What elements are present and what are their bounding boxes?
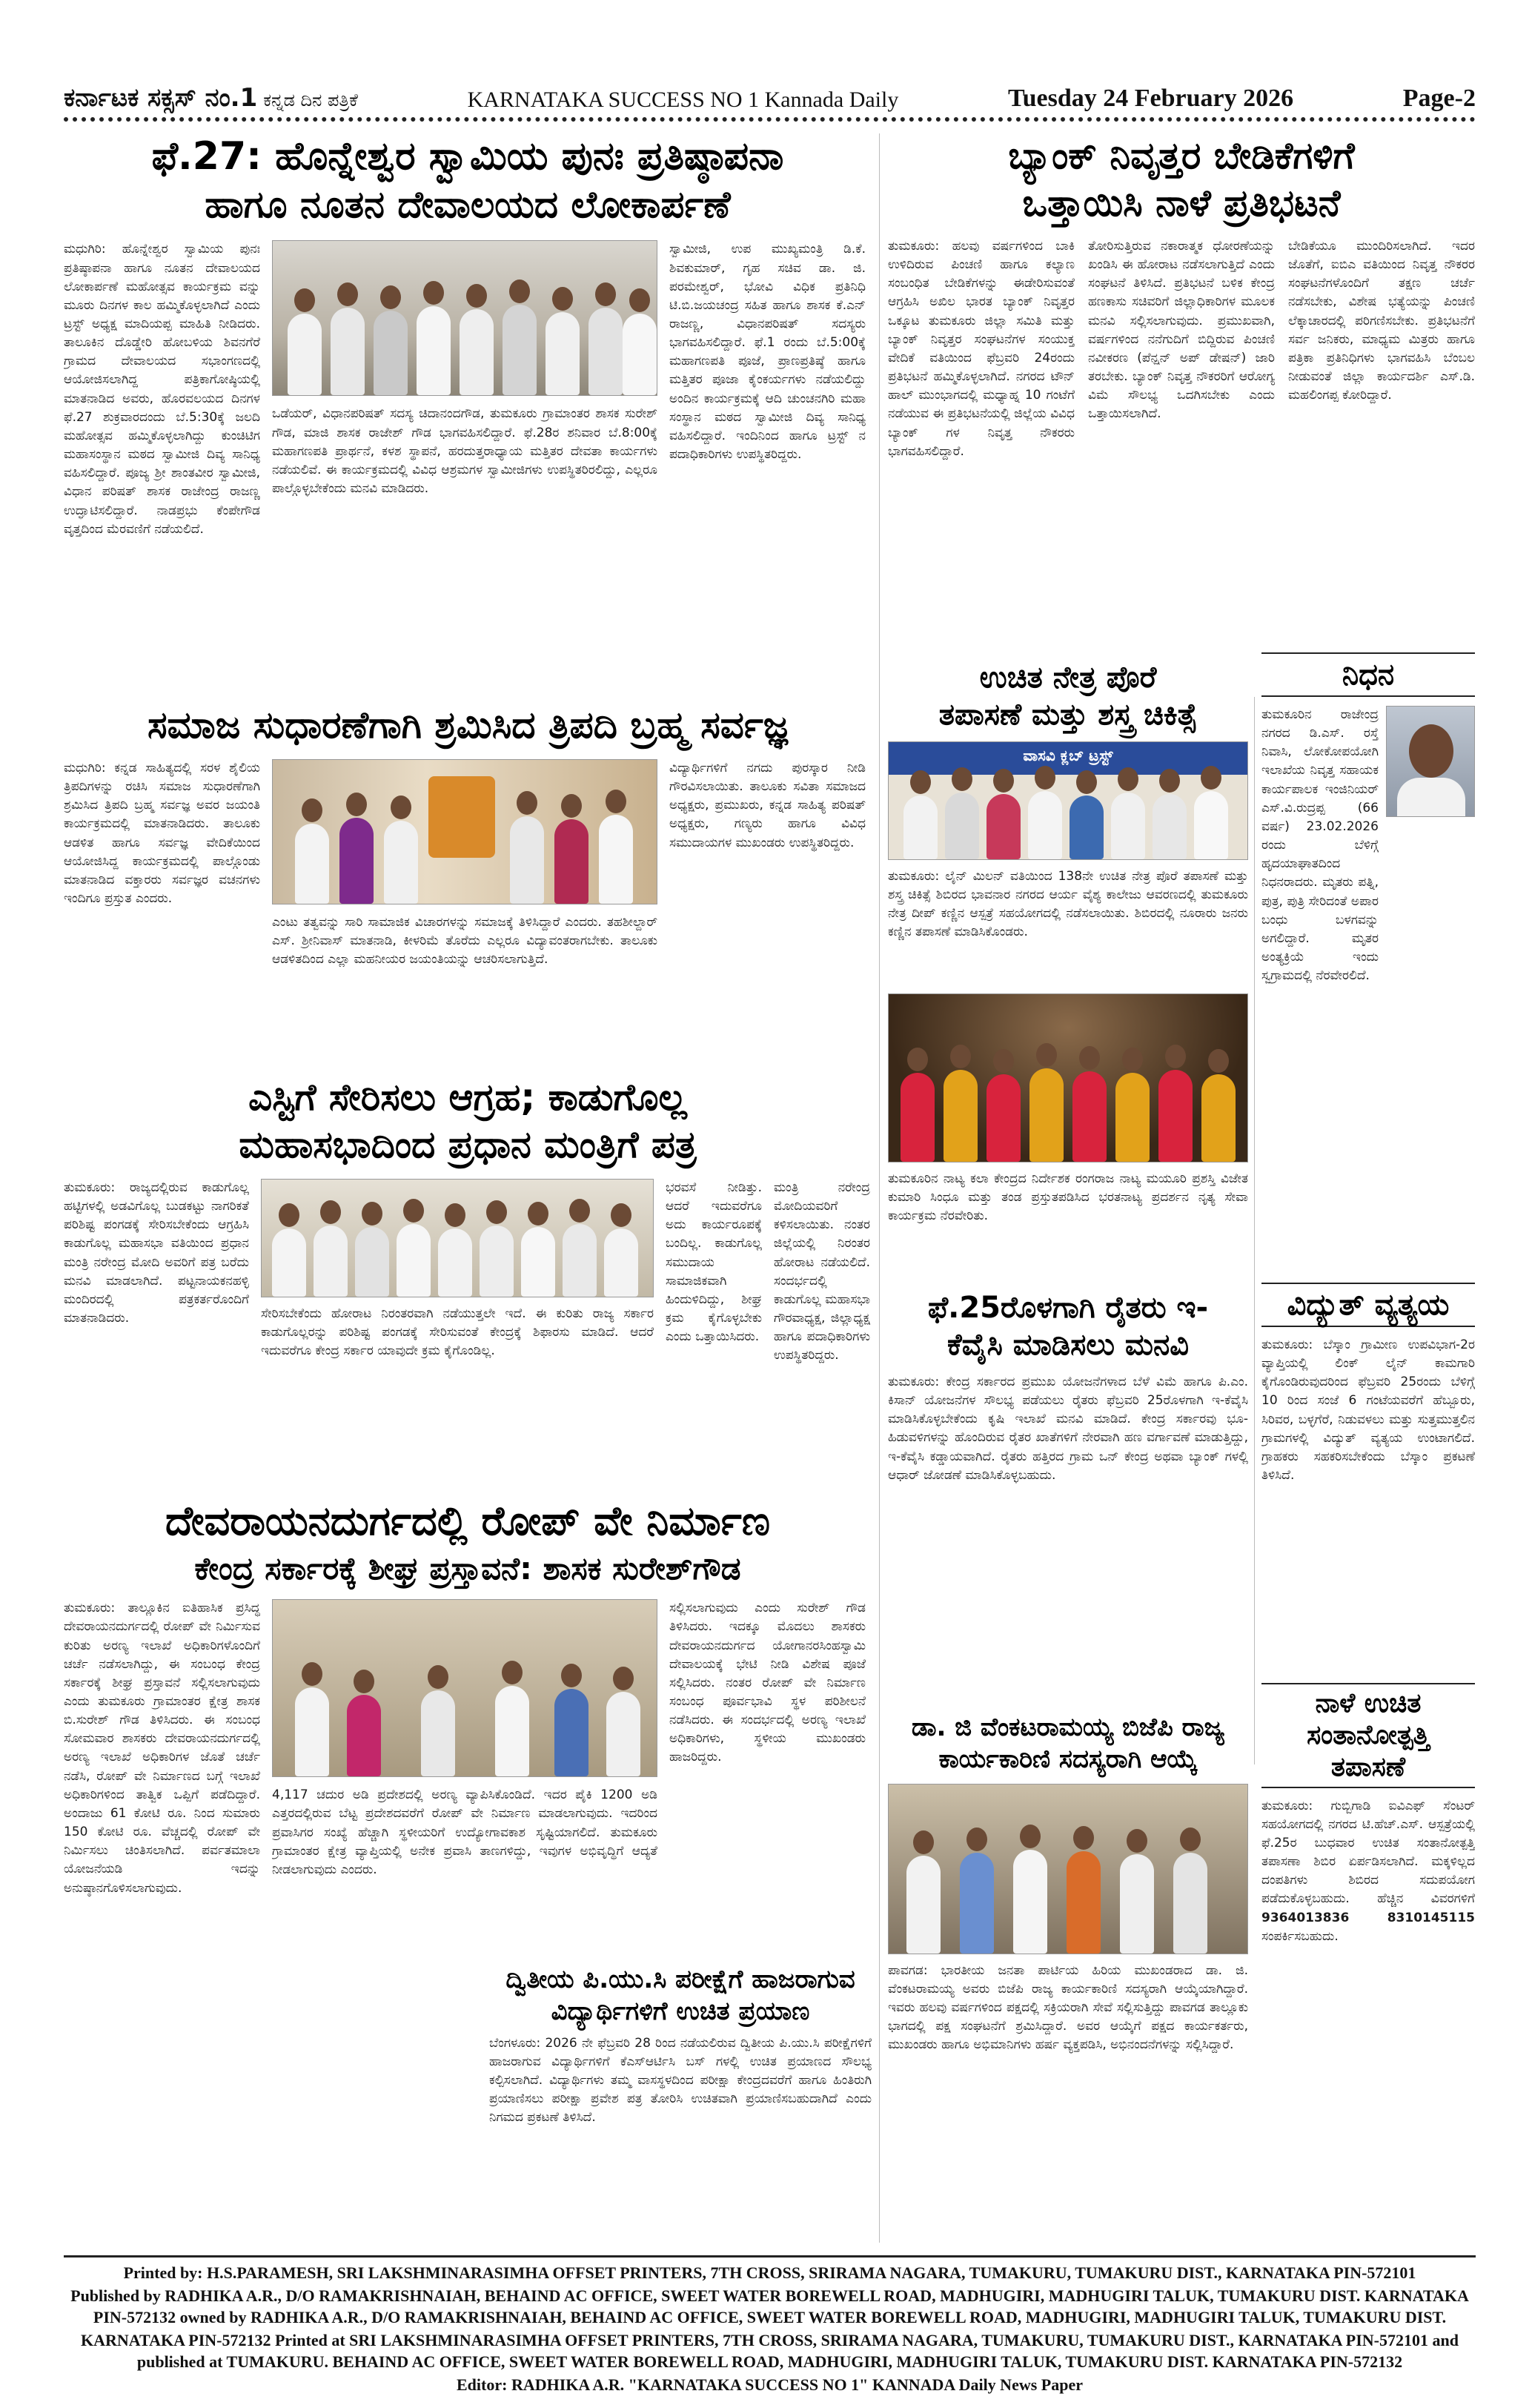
story-column: ಸೇರಿಸಬೇಕೆಂದು ಹೋರಾಟ ನಿರಂತರವಾಗಿ ನಡೆಯುತ್ತಲೇ ಇದೆ. ಈ ಕುರಿತು ರಾಜ್ಯ ಸರ್ಕಾರ ಕಾಡುಗೊಲ್ಲರನ್ನು ಪರಿಶಿಷ್ಟ ಪಂಗಡಕ್ಕೆ ಸೇರಿಸುವಂತೆ ಕೇಂದ್ರಕ್ಕೆ ಶಿಫಾರಸು ಮಾಡಿದೆ. ಆದರೆ ಇದುವರೆಗೂ ಕೇಂದ್ರ ಸರ್ಕಾರ ಯಾವುದೇ ಕ್ರಮ ಕೈಗೊಂಡಿಲ್ಲ. — [261, 1306, 654, 1359]
story-text: ತುಮಕೂರು: ಗುಬ್ಬಿಗಾಡಿ ಐವಿಎಫ್ ಸೆಂಟರ್ ಸಹಯೋಗದಲ್ಲಿ ನಗರದ ಟಿ.ಹೆಚ್.ಎಸ್. ಆಸ್ಪತ್ರೆಯಲ್ಲಿ ಫೆ.25ರ ಬುಧವಾರ ಉಚಿತ ಸಂತಾನೋತ್ಪತ್ತಿ ತಪಾಸಣಾ ಶಿಬಿರ ಏರ್ಪಡಿಸಲಾಗಿದೆ. ಮಕ್ಕಳಿಲ್ಲದ ದಂಪತಿಗಳು ಶಿಬಿರದ ಸದುಪಯೋಗ ಪಡೆದುಕೊಳ್ಳಬಹುದು. ಹೆಚ್ಚಿನ ವಿವರಗಳಿಗೆ 9364013836 8310145115 ಸಂಪರ್ಕಿಸಬಹುದು. — [1261, 1798, 1475, 1944]
story-farmers-ekyc — [888, 1290, 1248, 1705]
dance-photo — [888, 993, 1248, 1162]
story-kadugolla-st-demand — [64, 1075, 872, 1490]
banner-text: ವಾಸವಿ ಕ್ಲಬ್ ಟ್ರಸ್ಟ್ — [1023, 747, 1113, 764]
masthead-date: Tuesday 24 February 2026 — [1008, 85, 1294, 112]
phone-number: 8310145115 — [1387, 1910, 1475, 1925]
ropeway-meeting-photo — [272, 1599, 657, 1777]
story-column: ತುಮಕೂರು: ರಾಜ್ಯದಲ್ಲಿರುವ ಕಾಡುಗೊಲ್ಲ ಹಟ್ಟಿಗಳಲ್ಲಿ ಅಡವಿಗೊಲ್ಲ ಬುಡಕಟ್ಟು ನಾಗರಿಕತೆ ಪರಿಶಿಷ್ಟ ಪಂಗಡಕ್ಕೆ ಸೇರಿಸಬೇಕೆಂದು ಆಗ್ರಹಿಸಿ ಕಾಡುಗೊಲ್ಲ ಮಹಾಸಭಾ ವತಿಯಿಂದ ಪ್ರಧಾನ ಮಂತ್ರಿ ನರೇಂದ್ರ ಮೋದಿ ಅವರಿಗೆ ಪತ್ರ ಬರೆದು ಮನವಿ ಮಾಡಲಾಗಿದೆ. ಪಟ್ಟನಾಯಕನಹಳ್ಳಿ ಮಂದಿರದಲ್ಲಿ ಪತ್ರಕರ್ತರೊಂದಿಗೆ ಮಾತನಾಡಿದರು. — [64, 1180, 249, 1326]
story-subheadline: ವಿದ್ಯಾರ್ಥಿಗಳಿಗೆ ಉಚಿತ ಪ್ರಯಾಣ — [551, 1996, 810, 2026]
story-text: ತುಮಕೂರಿನ ರಾಜೇಂದ್ರ ನಗರದ ಡಿ.ಎಸ್. ರಸ್ತೆ ನಿವಾಸಿ, ಲೋಕೋಪಯೋಗಿ ಇಲಾಖೆಯ ನಿವೃತ್ತ ಸಹಾಯಕ ಕಾರ್ಯಪಾಲಕ ಇಂಜಿನಿಯರ್ ಎಸ್.ವಿ.ರುದ್ರಪ್ಪ (66 ವರ್ಷ) 23.02.2026 ರಂದು ಬೆಳಿಗ್ಗೆ ಹೃದಯಾಘಾತದಿಂದ ನಿಧನರಾದರು. ಮೃತರು ಪತ್ನಿ, ಪುತ್ರ, ಪುತ್ರಿ ಸೇರಿದಂತೆ ಅಪಾರ ಬಂಧು ಬಳಗವನ್ನು ಅಗಲಿದ್ದಾರೆ. ಮೃತರ ಅಂತ್ಯಕ್ರಿಯೆ ಇಂದು ಸ್ವಗ್ರಾಮದಲ್ಲಿ ನೆರವೇರಲಿದೆ. — [1261, 707, 1379, 984]
story-column: ಮಂತ್ರಿ ನರೇಂದ್ರ ಮೋದಿಯವರಿಗೆ ಕಳಿಸಲಾಯಿತು. ನಂತರ ಜಿಲ್ಲೆಯಲ್ಲಿ ನಿರಂತರ ಹೋರಾಟ ನಡೆಯಲಿದೆ. ಸಂದರ್ಭದಲ್ಲಿ ಕಾಡುಗೊಲ್ಲ ಮಹಾಸಭಾ ಗೌರವಾಧ್ಯಕ್ಷ, ಜಿಲ್ಲಾಧ್ಯಕ್ಷ ಹಾಗೂ ಪದಾಧಿಕಾರಿಗಳು ಉಪಸ್ಥಿತರಿದ್ದರು. — [774, 1180, 870, 1363]
jayanti-photo — [272, 759, 657, 904]
story-headline: ಡಾ. ಜಿ ವೆಂಕಟರಾಮಯ್ಯ ಬಿಜೆಪಿ ರಾಜ್ಯ — [911, 1713, 1225, 1742]
story-headline: ಬ್ಯಾಂಕ್ ನಿವೃತ್ತರ ಬೇಡಿಕೆಗಳಿಗೆ — [1008, 134, 1355, 177]
story-headline: ಫೆ.27: ಹೊನ್ನೇಶ್ವರ ಸ್ವಾಮಿಯ ಪುನಃ ಪ್ರತಿಷ್ಠಾಪನಾ — [151, 134, 784, 179]
imprint-line: KARNATAKA PIN-572132 Printed at SRI LAKSHMINARASIMHA OFFSET PRINTERS, 7TH CROSS, SRIRAMA NAGARA, TUMAKURU, TUMAKURU DIST., KARNATAKA PIN-572101 and published at TUMAKURU. BEHAIND AC OFFICE, SWEET WATER BOREWELL ROAD, MADHUGIRI, MADHUGIRI TALUK, TUMAKURU DIST. KARNATAKA PIN-572132 — [81, 2331, 1459, 2372]
story-column: ವಿದ್ಯಾರ್ಥಿಗಳಿಗೆ ನಗದು ಪುರಸ್ಕಾರ ನೀಡಿ ಗೌರವಿಸಲಾಯಿತು. ತಾಲೂಕು ಸವಿತಾ ಸಮಾಜದ ಅಧ್ಯಕ್ಷರು, ಪ್ರಮುಖರು, ಕನ್ನಡ ಸಾಹಿತ್ಯ ಪರಿಷತ್ ಅಧ್ಯಕ್ಷರು, ಗಣ್ಯರು ಹಾಗೂ ವಿವಿಧ ಸಮುದಾಯಗಳ ಮುಖಂಡರು ಉಪಸ್ಥಿತರಿದ್ದರು. — [669, 761, 866, 850]
column-divider — [879, 133, 880, 2243]
masthead — [64, 73, 1476, 122]
story-column: ಭರವಸೆ ನೀಡಿತ್ತು. ಆದರೆ ಇದುವರೆಗೂ ಅದು ಕಾರ್ಯರೂಪಕ್ಕೆ ಬಂದಿಲ್ಲ. ಕಾಡುಗೊಲ್ಲ ಸಮುದಾಯ ಸಾಮಾಜಿಕವಾಗಿ ಹಿಂದುಳಿದಿದ್ದು, ಶೀಘ್ರ ಕ್ರಮ ಕೈಗೊಳ್ಳಬೇಕು ಎಂದು ಒತ್ತಾಯಿಸಿದರು. — [666, 1180, 762, 1345]
story-column: ಸಲ್ಲಿಸಲಾಗುವುದು ಎಂದು ಸುರೇಶ್ ಗೌಡ ತಿಳಿಸಿದರು. ಇದಕ್ಕೂ ಮೊದಲು ಶಾಸಕರು ದೇವರಾಯನದುರ್ಗದ ಯೋಗಾನರಸಿಂಹಸ್ವಾಮಿ ದೇವಾಲಯಕ್ಕೆ ಭೇಟಿ ನೀಡಿ ವಿಶೇಷ ಪೂಜೆ ಸಲ್ಲಿಸಿದರು. ನಂತರ ರೋಪ್ ವೇ ನಿರ್ಮಾಣ ಸಂಬಂಧ ಪೂರ್ವಭಾವಿ ಸ್ಥಳ ಪರಿಶೀಲನೆ ನಡೆಸಿದರು. ಈ ಸಂದರ್ಭದಲ್ಲಿ ಅರಣ್ಯ ಇಲಾಖೆ ಅಧಿಕಾರಿಗಳು, ಸ್ಥಳೀಯ ಮುಖಂಡರು ಹಾಜರಿದ್ದರು. — [669, 1601, 866, 1765]
story-headline: ಫೆ.25ರೊಳಗಾಗಿ ರೈತರು ಇ- — [927, 1291, 1209, 1325]
story-column: 4,117 ಚದುರ ಅಡಿ ಪ್ರದೇಶದಲ್ಲಿ ಅರಣ್ಯ ವ್ಯಾಪಿಸಿಕೊಂಡಿದೆ. ಇದರ ಪೈಕಿ 1200 ಅಡಿ ಎತ್ತರದಲ್ಲಿರುವ ಬೆಟ್ಟ ಪ್ರದೇಶದವರೆಗೆ ರೋಪ್ ವೇ ನಿರ್ಮಾಣ ಮಾಡಲಾಗುವುದು. ಇದರಿಂದ ಪ್ರವಾಸಿಗರ ಸಂಖ್ಯೆ ಹೆಚ್ಚಾಗಿ ಸ್ಥಳೀಯರಿಗೆ ಉದ್ಯೋಗಾವಕಾಶ ಸೃಷ್ಟಿಯಾಗಲಿದೆ. ತುಮಕೂರು ಗ್ರಾಮಾಂತರ ಕ್ಷೇತ್ರ ವ್ಯಾಪ್ತಿಯಲ್ಲಿ ಅನೇಕ ಪ್ರವಾಸಿ ತಾಣಗಳಿದ್ದು, ಇವುಗಳ ಅಭಿವೃದ್ಧಿಗೆ ಆದ್ಯತೆ ನೀಡಲಾಗುವುದು ಎಂದರು. — [272, 1787, 657, 1877]
story-subheadline: ಒತ್ತಾಯಿಸಿ ನಾಳೆ ಪ್ರತಿಭಟನೆ — [1022, 182, 1341, 225]
story-headline: ಎಸ್ಟಿಗೆ ಸೇರಿಸಲು ಆಗ್ರಹ; ಕಾಡುಗೊಲ್ಲ — [248, 1076, 687, 1119]
obituary-portrait — [1386, 706, 1475, 817]
masthead-name: ಕರ್ನಾಟಕ ಸಕ್ಸಸ್ ನಂ.1 ಕನ್ನಡ ದಿನ ಪತ್ರಿಕೆ — [64, 83, 358, 113]
press-meet-photo — [261, 1179, 654, 1297]
story-sarvajna-jayanti — [64, 703, 872, 1074]
story-power-cut — [1261, 1283, 1475, 1676]
story-column: ಎಂಟು ತತ್ವವನ್ನು ಸಾರಿ ಸಾಮಾಜಿಕ ವಿಚಾರಗಳನ್ನು ಸಮಾಜಕ್ಕೆ ತಿಳಿಸಿದ್ದಾರೆ ಎಂದರು. ತಹಶೀಲ್ದಾರ್ ಎಸ್. ಶ್ರೀನಿವಾಸ್ ಮಾತನಾಡಿ, ಕೀಳರಿಮೆ ತೊರೆದು ಎಲ್ಲರೂ ವಿದ್ಯಾವಂತರಾಗಬೇಕು. ತಾಲೂಕು ಆಡಳಿತದಿಂದ ಎಲ್ಲಾ ಮಹನೀಯರ ಜಯಂತಿಯನ್ನು ಆಚರಿಸಲಾಗುತ್ತಿದೆ. — [272, 915, 657, 968]
story-bank-retirees-protest — [888, 133, 1475, 652]
story-subheadline: ತಪಾಸಣೆ — [1261, 1751, 1475, 1787]
story-column: ಒಡೆಯರ್, ವಿಧಾನಪರಿಷತ್ ಸದಸ್ಯ ಚಿದಾನಂದಗೌಡ, ತುಮಕೂರು ಗ್ರಾಮಾಂತರ ಶಾಸಕ ಸುರೇಶ್ ಗೌಡ, ಮಾಜಿ ಶಾಸಕ ರಾಜೇಶ್ ಗೌಡ ಭಾಗವಹಿಸಲಿದ್ದಾರೆ. ಫೆ.28ರ ಶನಿವಾರ ಬೆ.8:00ಕ್ಕೆ ಮಹಾಗಣಪತಿ ಪ್ರಾರ್ಥನೆ, ಕಳಶ ಸ್ಥಾಪನೆ, ಹರದುತ್ತರಾಧ್ಯಾಯ ಮತ್ತಿತರ ದೇವತಾ ಕಾರ್ಯಗಳು ನಡೆಯಲಿವೆ. ಈ ಕಾರ್ಯಕ್ರಮದಲ್ಲಿ ವಿವಿಧ ಆಶ್ರಮಗಳ ಸ್ವಾಮೀಜಿಗಳು ಉಪಸ್ಥಿತರಿರಲಿದ್ದು, ಎಲ್ಲರೂ ಪಾಲ್ಗೊಳ್ಳಬೇಕೆಂದು ಮನವಿ ಮಾಡಿದರು. — [272, 406, 657, 497]
story-bjp-executive — [888, 1713, 1248, 2246]
imprint-line: Published by RADHIKA A.R., D/O RAMAKRISHNAIAH, BEHAIND AC OFFICE, SWEET WATER BOREWELL ROAD, MADHUGIRI, MADHUGIRI TALUK, TUMAKURU DIST. KARNATAKA PIN-572132 owned by RADHIKA A.R., D/O RAMAKRISHNAIAH, BEHAIND AC OFFICE, SWEET WATER BOREWELL ROAD, MADHUGIRI, MADHUGIRI TALUK, TUMAKURU DIST. — [70, 2286, 1469, 2327]
masthead-tagline: ಕನ್ನಡ ದಿನ ಪತ್ರಿಕೆ — [263, 90, 358, 110]
phone-number: 9364013836 — [1261, 1910, 1350, 1925]
column-divider — [1254, 697, 1255, 1764]
story-headline: ನಿಧನ — [1261, 652, 1475, 697]
story-subheadline: ಕಾರ್ಯಕಾರಿಣಿ ಸದಸ್ಯರಾಗಿ ಆಯ್ಕೆ — [938, 1744, 1198, 1774]
story-headline: ವಿದ್ಯುತ್ ವ್ಯತ್ಯಯ — [1261, 1283, 1475, 1327]
story-headline: ಸಮಾಜ ಸುಧಾರಣೆಗಾಗಿ ಶ್ರಮಿಸಿದ ತ್ರಿಪದಿ ಬ್ರಹ್ಮ ಸರ್ವಜ್ಞ — [147, 704, 789, 747]
story-eye-camp — [888, 660, 1248, 1283]
story-column: ಸ್ವಾಮೀಜಿ, ಉಪ ಮುಖ್ಯಮಂತ್ರಿ ಡಿ.ಕೆ. ಶಿವಕುಮಾರ್, ಗೃಹ ಸಚಿವ ಡಾ. ಜಿ. ಪರಮೇಶ್ವರ್, ಭೋವಿ ವಿಧಿಕ ಪ್ರತಿನಿಧಿ ಟಿ.ಬಿ.ಜಯಚಂದ್ರ ಸಹಿತ ಹಾಗೂ ಶಾಸಕ ಕೆ.ಎನ್ ರಾಜಣ್ಣ, ವಿಧಾನಪರಿಷತ್ ಸದಸ್ಯರು ಭಾಗವಹಿಸಲಿದ್ದಾರೆ. ಫೆ.1 ರಂದು ಬೆ.5:00ಕ್ಕೆ ಮಹಾಗಣಪತಿ ಪೂಜೆ, ಪ್ರಾಣಪ್ರತಿಷ್ಠೆ ಹಾಗೂ ಮತ್ತಿತರ ಪೂಜಾ ಕೈಂಕರ್ಯಗಳು ನಡೆಯಲಿದ್ದು ಅಂದಿನ ಕಾರ್ಯಕ್ರಮಕ್ಕೆ ಆದಿ ಚುಂಚನಗಿರಿ ಮಹಾ ಸಂಸ್ಥಾನ ಮಠದ ಸ್ವಾಮೀಜಿ ದಿವ್ಯ ಸಾನಿಧ್ಯ ವಹಿಸಲಿದ್ದಾರೆ. ಇಂದಿನಿಂದ ಹಾಗೂ ಟ್ರಸ್ಟ್ ನ ಪದಾಧಿಕಾರಿಗಳು ಉಪಸ್ಥಿತರಿದ್ದರು. — [669, 242, 866, 463]
story-subheadline: ತಪಾಸಣೆ ಮತ್ತು ಶಸ್ತ್ರ ಚಿಕಿತ್ಸೆ — [938, 698, 1198, 732]
story-column: ಬೇಡಿಕೆಯೂ ಮುಂದಿರಿಸಲಾಗಿದೆ. ಇದರ ಜೊತೆಗೆ, ಐಬಿಎ ವತಿಯಿಂದ ನಿವೃತ್ತ ನೌಕರರ ಸಂಘಟನೆಗಳೊಂದಿಗೆ ತಕ್ಷಣ ಚರ್ಚೆ ನಡೆಸಬೇಕು, ವಿಶೇಷ ಭತ್ಯೆಯನ್ನು ಪಿಂಚಣಿ ಲೆಕ್ಕಾಚಾರದಲ್ಲಿ ಪರಿಗಣಿಸಬೇಕು. ಪ್ರತಿಭಟನೆಗೆ ಸರ್ವ ಜನಿಕರು, ಮಾಧ್ಯಮ ಮಿತ್ರರು ಹಾಗೂ ಪತ್ರಿಕಾ ಪ್ರತಿನಿಧಿಗಳು ಭಾಗವಹಿಸಿ ಬೆಂಬಲ ನೀಡುವಂತೆ ಜಿಲ್ಲಾ ಕಾರ್ಯದರ್ಶಿ ಎಸ್.ಡಿ. ಮಹಲಿಂಗಪ್ಪ ಕೋರಿದ್ದಾರೆ. — [1288, 239, 1475, 403]
group-photo — [272, 240, 657, 396]
story-fertility-camp — [1261, 1683, 1475, 2246]
masthead-english-name: KARNATAKA SUCCESS NO 1 Kannada Daily — [467, 87, 899, 112]
story-text: ತುಮಕೂರು: ಲೈನ್ ಮಿಲನ್ ವತಿಯಿಂದ 138ನೇ ಉಚಿತ ನೇತ್ರ ಪೊರೆ ತಪಾಸಣೆ ಮತ್ತು ಶಸ್ತ್ರ ಚಿಕಿತ್ಸೆ ಶಿಬಿರದ ಭಾವನಾರ ನಗರದ ಆರ್ಯ ವೈಶ್ಯ ಕಾಲೇಜು ಆವರಣದಲ್ಲಿ ತುಮಕೂರು ನೇತ್ರ ದೀಪ್ ಕಣ್ಣಿನ ಆಸ್ಪತ್ರೆ ಸಹಯೋಗದಲ್ಲಿ ನಡೆಸಲಾಯಿತು. ಶಿಬಿರದಲ್ಲಿ ನೂರಾರು ಜನರು ಕಣ್ಣಿನ ತಪಾಸಣೆ ಮಾಡಿಸಿಕೊಂಡರು. — [888, 869, 1248, 940]
story-column: ಮಧುಗಿರಿ: ಹೊನ್ನೇಶ್ವರ ಸ್ವಾಮಿಯ ಪುನಃ ಪ್ರತಿಷ್ಠಾಪನಾ ಹಾಗೂ ನೂತನ ದೇವಾಲಯದ ಲೋಕಾರ್ಪಣೆ ಮಹೋತ್ಸವ ಕಾರ್ಯಕ್ರಮ ವನ್ನು ಮೂರು ದಿನಗಳ ಕಾಲ ಹಮ್ಮಿಕೊಳ್ಳಲಾಗಿದೆ ಎಂದು ಟ್ರಸ್ಟ್ ಅಧ್ಯಕ್ಷ ಮಾದಿಯಪ್ಪ ಮಾಹಿತಿ ನೀಡಿದರು. ತಾಲೂಕಿನ ದೊಡ್ಡೇರಿ ಹೋಬಳಿಯ ಶಿವನಗೆರೆ ಗ್ರಾಮದ ದೇವಾಲಯದ ಸಭಾಂಗಣದಲ್ಲಿ ಆಯೋಜಿಸಲಾಗಿದ್ದ ಪತ್ರಿಕಾಗೋಷ್ಠಿಯಲ್ಲಿ ಮಾತನಾಡಿದ ಅವರು, ಹೊರವಲಯದ ದಿನಗಳ ಫೆ.27 ಶುಕ್ರವಾರದಂದು ಬೆ.5:30ಕ್ಕೆ ಜಲದಿ ಮಹೋತ್ಸವ ಹಮ್ಮಿಕೊಳ್ಳಲಾಗಿದ್ದು ಕುಂಚಿಟಿಗ ಮಹಾಸಂಸ್ಥಾನ ಮಠದ ಸ್ವಾಮೀಜಿ ದಿವ್ಯ ಸಾನಿಧ್ಯ ವಹಿಸಲಿದ್ದಾರೆ. ಪೂಜ್ಯ ಶ್ರೀ ಶಾಂತವೀರ ಸ್ವಾಮೀಜಿ, ವಿಧಾನ ಪರಿಷತ್ ಶಾಸಕ ರಾಜೇಂದ್ರ ರಾಜಣ್ಣ ಉದ್ಘಾಟಿಸಲಿದ್ದಾರೆ. ನಾಡಪ್ರಭು ಕೆಂಪೇಗೌಡ ವೃತ್ತದಿಂದ ಮೆರವಣಿಗೆ ನಡೆಯಲಿದೆ. — [64, 242, 260, 537]
story-ropeway — [64, 1498, 872, 1972]
story-headline: ದ್ವಿತೀಯ ಪಿ.ಯು.ಸಿ ಪರೀಕ್ಷೆಗೆ ಹಾಜರಾಗುವ — [505, 1965, 855, 1994]
story-headline: ದೇವರಾಯನದುರ್ಗದಲ್ಲಿ ರೋಪ್ ವೇ ನಿರ್ಮಾಣ — [165, 1498, 771, 1544]
story-subheadline: ಸಂತಾನೋತ್ಪತ್ತಿ — [1307, 1720, 1430, 1751]
story-subheadline: ಕೇಂದ್ರ ಸರ್ಕಾರಕ್ಕೆ ಶೀಘ್ರ ಪ್ರಸ್ತಾವನೆ: ಶಾಸಕ ಸುರೇಶ್‌ಗೌಡ — [194, 1549, 741, 1587]
story-temple-consecration — [64, 133, 872, 704]
story-column: ತುಮಕೂರು: ತಾಲ್ಲೂಕಿನ ಐತಿಹಾಸಿಕ ಪ್ರಸಿದ್ಧ ದೇವರಾಯನದುರ್ಗದಲ್ಲಿ ರೋಪ್ ವೇ ನಿರ್ಮಿಸುವ ಕುರಿತು ಅರಣ್ಯ ಇಲಾಖೆ ಅಧಿಕಾರಿಗಳೊಂದಿಗೆ ಚರ್ಚೆ ನಡೆಸಲಾಗಿದ್ದು, ಈ ಸಂಬಂಧ ಕೇಂದ್ರ ಸರ್ಕಾರಕ್ಕೆ ಶೀಘ್ರ ಪ್ರಸ್ತಾವನೆ ಸಲ್ಲಿಸಲಾಗುವುದು ಎಂದು ತುಮಕೂರು ಗ್ರಾಮಾಂತರ ಕ್ಷೇತ್ರ ಶಾಸಕ ಬಿ.ಸುರೇಶ್ ಗೌಡ ತಿಳಿಸಿದರು. ಈ ಸಂಬಂಧ ಸೋಮವಾರ ಶಾಸಕರು ದೇವರಾಯನದುರ್ಗದಲ್ಲಿ ಅರಣ್ಯ ಇಲಾಖೆ ಅಧಿಕಾರಿಗಳ ಜೊತೆ ಚರ್ಚೆ ನಡೆಸಿ, ರೋಪ್ ವೇ ನಿರ್ಮಾಣದ ಬಗ್ಗೆ ಇಲಾಖೆ ಅಧಿಕಾರಿಗಳಿಂದ ತಾತ್ವಿಕ ಒಪ್ಪಿಗೆ ಪಡೆದಿದ್ದಾರೆ. ಅಂದಾಜು 61 ಕೋಟಿ ರೂ. ನಿಂದ ಸುಮಾರು 150 ಕೋಟಿ ರೂ. ವೆಚ್ಚದಲ್ಲಿ ರೋಪ್ ವೇ ನಿರ್ಮಿಸಲು ಚಿಂತಿಸಲಾಗಿದೆ. ಪರ್ವತಮಾಲಾ ಯೋಜನೆಯಡಿ ಇದನ್ನು ಅನುಷ್ಠಾನಗೊಳಿಸಲಾಗುವುದು. — [64, 1601, 260, 1896]
imprint-line: Printed by: H.S.PARAMESH, SRI LAKSHMINARASIMHA OFFSET PRINTERS, 7TH CROSS, SRIRAMA NAGARA, TUMAKURU, TUMAKURU DIST., KARNATAKA PIN-572101 — [123, 2263, 1416, 2282]
story-text: ತುಮಕೂರು: ಕೇಂದ್ರ ಸರ್ಕಾರದ ಪ್ರಮುಖ ಯೋಜನೆಗಳಾದ ಬೆಳೆ ವಿಮೆ ಹಾಗೂ ಪಿ.ಎಂ. ಕಿಸಾನ್ ಯೋಜನೆಗಳ ಸೌಲಭ್ಯ ಪಡೆಯಲು ರೈತರು ಫೆಬ್ರವರಿ 25ರೊಳಗಾಗಿ ಇ-ಕೆವೈಸಿ ಮಾಡಿಸಿಕೊಳ್ಳಬೇಕೆಂದು ಕೃಷಿ ಇಲಾಖೆ ಮನವಿ ಮಾಡಿದೆ. ಕೇಂದ್ರ ಸರ್ಕಾರವು ಭೂ-ಹಿಡುವಳಿಗಳನ್ನು ಹೊಂದಿರುವ ರೈತರ ಖಾತೆಗಳಿಗೆ ನೇರವಾಗಿ ಹಣ ವರ್ಗಾವಣೆ ಮಾಡುತ್ತಿದ್ದು, ಇ-ಕೆವೈಸಿ ಕಡ್ಡಾಯವಾಗಿದೆ. ರೈತರು ಹತ್ತಿರದ ಗ್ರಾಮ ಒನ್ ಕೇಂದ್ರ ಅಥವಾ ಬ್ಯಾಂಕ್ ಗಳಲ್ಲಿ ಆಧಾರ್ ಜೋಡಣೆ ಮಾಡಿಸಿಕೊಳ್ಳಬಹುದು. — [888, 1375, 1248, 1483]
story-text: ಬೆಂಗಳೂರು: 2026 ನೇ ಫೆಬ್ರವರಿ 28 ರಿಂದ ನಡೆಯಲಿರುವ ದ್ವಿತೀಯ ಪಿ.ಯು.ಸಿ ಪರೀಕ್ಷೆಗಳಿಗೆ ಹಾಜರಾಗುವ ವಿದ್ಯಾರ್ಥಿಗಳಿಗೆ ಕೆಎಸ್ಆರ್ಟಿಸಿ ಬಸ್ ಗಳಲ್ಲಿ ಉಚಿತ ಪ್ರಯಾಣದ ಸೌಲಭ್ಯ ಕಲ್ಪಿಸಲಾಗಿದೆ. ವಿದ್ಯಾರ್ಥಿಗಳು ತಮ್ಮ ವಾಸಸ್ಥಳದಿಂದ ಪರೀಕ್ಷಾ ಕೇಂದ್ರದವರೆಗೆ ಹಾಗೂ ಹಿಂತಿರುಗಿ ಪ್ರಯಾಣಿಸಲು ಪರೀಕ್ಷಾ ಪ್ರವೇಶ ಪತ್ರ ತೋರಿಸಿ ಉಚಿತವಾಗಿ ಪ್ರಯಾಣಿಸಬಹುದಾಗಿದೆ ಎಂದು ನಿಗಮದ ಪ್ರಕಟಣೆ ತಿಳಿಸಿದೆ. — [489, 2035, 872, 2126]
story-subheadline: ಮಹಾಸಭಾದಿಂದ ಪ್ರಧಾನ ಮಂತ್ರಿಗೆ ಪತ್ರ — [239, 1123, 697, 1166]
story-column: ತೋರಿಸುತ್ತಿರುವ ನಕಾರಾತ್ಮಕ ಧೋರಣೆಯನ್ನು ಖಂಡಿಸಿ ಈ ಹೋರಾಟ ನಡೆಸಲಾಗುತ್ತಿದೆ ಎಂದು ಸಂಘಟನೆ ತಿಳಿಸಿದೆ. ಪ್ರತಿಭಟನೆ ಬಳಿಕ ಕೇಂದ್ರ ಹಣಕಾಸು ಸಚಿವರಿಗೆ ಜಿಲ್ಲಾಧಿಕಾರಿಗಳ ಮೂಲಕ ಮನವಿ ಸಲ್ಲಿಸಲಾಗುವುದು. ಪ್ರಮುಖವಾಗಿ, ವರ್ಷಗಳಿಂದ ನನೆಗುದಿಗೆ ಬಿದ್ದಿರುವ ಪಿಂಚಣಿ ನವೀಕರಣ (ಪೆನ್ಷನ್ ಅಪ್ ಡೇಷನ್) ಜಾರಿ ತರಬೇಕು. ಬ್ಯಾಂಕ್ ನಿವೃತ್ತ ನೌಕರರಿಗೆ ಆರೋಗ್ಯ ವಿಮೆ ಸೌಲಭ್ಯ ಒದಗಿಸಬೇಕು ಎಂದು ಒತ್ತಾಯಿಸಲಾಗಿದೆ. — [1088, 239, 1275, 422]
story-obituary — [1261, 652, 1475, 1279]
story-subheadline: ಕೆವೈಸಿ ಮಾಡಿಸಲು ಮನವಿ — [946, 1328, 1189, 1362]
story-puc-free-travel — [489, 1965, 872, 2246]
page-number: Page-2 — [1402, 85, 1476, 112]
felicitation-photo — [888, 1784, 1248, 1954]
story-subheadline: ಹಾಗೂ ನೂತನ ದೇವಾಲಯದ ಲೋಕಾರ್ಪಣೆ — [205, 183, 731, 227]
story-text: ತುಮಕೂರು: ಬೆಸ್ಕಾಂ ಗ್ರಾಮೀಣ ಉಪವಿಭಾಗ-2ರ ವ್ಯಾಪ್ತಿಯಲ್ಲಿ ಲಿಂಕ್ ಲೈನ್ ಕಾಮಗಾರಿ ಕೈಗೊಂಡಿರುವುದರಿಂದ ಫೆಬ್ರವರಿ 25ರಂದು ಬೆಳಿಗ್ಗೆ 10 ರಿಂದ ಸಂಜೆ 6 ಗಂಟೆಯವರೆಗೆ ಹೆಬ್ಬೂರು, ಸಿರಿವರ, ಬಳ್ಳಗೆರೆ, ನಿಡುವಳಲು ಮತ್ತು ಸುತ್ತಮುತ್ತಲಿನ ಗ್ರಾಮಗಳಲ್ಲಿ ವಿದ್ಯುತ್ ವ್ಯತ್ಯಯ ಉಂಟಾಗಲಿದೆ. ಗ್ರಾಹಕರು ಸಹಕರಿಸಬೇಕೆಂದು ಬೆಸ್ಕಾಂ ಪ್ರಕಟಣೆ ತಿಳಿಸಿದೆ. — [1261, 1337, 1475, 1484]
editor-line: Editor: RADHIKA A.R. "KARNATAKA SUCCESS NO 1" KANNADA Daily News Paper — [457, 2375, 1083, 2395]
story-headline: ನಾಳೆ ಉಚಿತ — [1261, 1683, 1475, 1719]
story-text: ತುಮಕೂರಿನ ನಾಟ್ಯ ಕಲಾ ಕೇಂದ್ರದ ನಿರ್ದೇಶಕ ರಂಗರಾಜ ನಾಟ್ಯ ಮಯೂರಿ ಪ್ರಶಸ್ತಿ ವಿಜೇತ ಕುಮಾರಿ ಸಿಂಧೂ ಮತ್ತು ತಂಡ ಪ್ರಸ್ತುತಪಡಿಸಿದ ಭರತನಾಟ್ಯ ಪ್ರದರ್ಶನ ನೃತ್ಯ ಸೇವಾ ಕಾರ್ಯಕ್ರಮ ನೆರವೇರಿತು. — [888, 1171, 1248, 1224]
story-column: ತುಮಕೂರು: ಹಲವು ವರ್ಷಗಳಿಂದ ಬಾಕಿ ಉಳಿದಿರುವ ಪಿಂಚಣಿ ಹಾಗೂ ಕಲ್ಯಾಣ ಸಂಬಂಧಿತ ಬೇಡಿಕೆಗಳನ್ನು ಈಡೇರಿಸುವಂತೆ ಆಗ್ರಹಿಸಿ ಅಖಿಲ ಭಾರತ ಬ್ಯಾಂಕ್ ನಿವೃತ್ತರ ಒಕ್ಕೂಟ ತುಮಕೂರು ಜಿಲ್ಲಾ ಸಮಿತಿ ಮತ್ತು ಬ್ಯಾಂಕ್ ನಿವೃತ್ತರ ಸಂಘಟನೆಗಳ ಸಂಯುಕ್ತ ವೇದಿಕೆ ವತಿಯಿಂದ ಫೆಬ್ರವರಿ 24ರಂದು ಪ್ರತಿಭಟನೆ ಹಮ್ಮಿಕೊಳ್ಳಲಾಗಿದೆ. ನಗರದ ಟೌನ್ ಹಾಲ್ ಮುಂಭಾಗದಲ್ಲಿ ಮಧ್ಯಾಹ್ನ 10 ಗಂಟೆಗೆ ನಡೆಯುವ ಈ ಪ್ರತಿಭಟನೆಯಲ್ಲಿ ಜಿಲ್ಲೆಯ ವಿವಿಧ ಬ್ಯಾಂಕ್ ಗಳ ನಿವೃತ್ತ ನೌಕರರು ಭಾಗವಹಿಸಲಿದ್ದಾರೆ. — [888, 239, 1075, 459]
eye-camp-photo — [888, 741, 1248, 860]
story-column: ಮಧುಗಿರಿ: ಕನ್ನಡ ಸಾಹಿತ್ಯದಲ್ಲಿ ಸರಳ ಶೈಲಿಯ ತ್ರಿಪದಿಗಳನ್ನು ರಚಿಸಿ ಸಮಾಜ ಸುಧಾರಣೆಗಾಗಿ ಶ್ರಮಿಸಿದ ತ್ರಿಪದಿ ಬ್ರಹ್ಮ ಸರ್ವಜ್ಞ ಅವರ ಜಯಂತಿ ಕಾರ್ಯಕ್ರಮದಲ್ಲಿ ಮಾತನಾಡಿದರು. ತಾಲೂಕು ಆಡಳಿತ ಹಾಗೂ ಸರ್ವಜ್ಞ ವೇದಿಕೆಯಿಂದ ಆಯೋಜಿಸಿದ್ದ ಕಾರ್ಯಕ್ರಮದಲ್ಲಿ ಪಾಲ್ಗೊಂಡು ಮಾತನಾಡಿದ ವಕ್ತಾರರು ಸರ್ವಜ್ಞರ ವಚನಗಳು ಇಂದಿಗೂ ಪ್ರಸ್ತುತ ಎಂದರು. — [64, 761, 260, 907]
story-headline: ಉಚಿತ ನೇತ್ರ ಪೊರೆ — [979, 661, 1157, 695]
story-text: ಪಾವಗಡ: ಭಾರತೀಯ ಜನತಾ ಪಾರ್ಟಿಯ ಹಿರಿಯ ಮುಖಂಡರಾದ ಡಾ. ಜಿ. ವೆಂಕಟರಾಮಯ್ಯ ಅವರು ಬಿಜೆಪಿ ರಾಜ್ಯ ಕಾರ್ಯಕಾರಿಣಿ ಸದಸ್ಯರಾಗಿ ಆಯ್ಕೆಯಾಗಿದ್ದಾರೆ. ಇವರು ಹಲವು ವರ್ಷಗಳಿಂದ ಪಕ್ಷದಲ್ಲಿ ಸಕ್ರಿಯರಾಗಿ ಸೇವೆ ಸಲ್ಲಿಸುತ್ತಿದ್ದು ಪಾವಗಡ ತಾಲ್ಲೂಕು ಭಾಗದಲ್ಲಿ ಪಕ್ಷ ಸಂಘಟನೆಗೆ ಶ್ರಮಿಸಿದ್ದಾರೆ. ಅವರ ಆಯ್ಕೆಗೆ ಪಕ್ಷದ ಕಾರ್ಯಕರ್ತರು, ಮುಖಂಡರು ಹಾಗೂ ಅಭಿಮಾನಿಗಳು ಹರ್ಷ ವ್ಯಕ್ತಪಡಿಸಿ, ಅಭಿನಂದನೆಗಳನ್ನು ಸಲ್ಲಿಸಿದ್ದಾರೆ. — [888, 1962, 1248, 2053]
imprint-footer — [64, 2255, 1476, 2397]
